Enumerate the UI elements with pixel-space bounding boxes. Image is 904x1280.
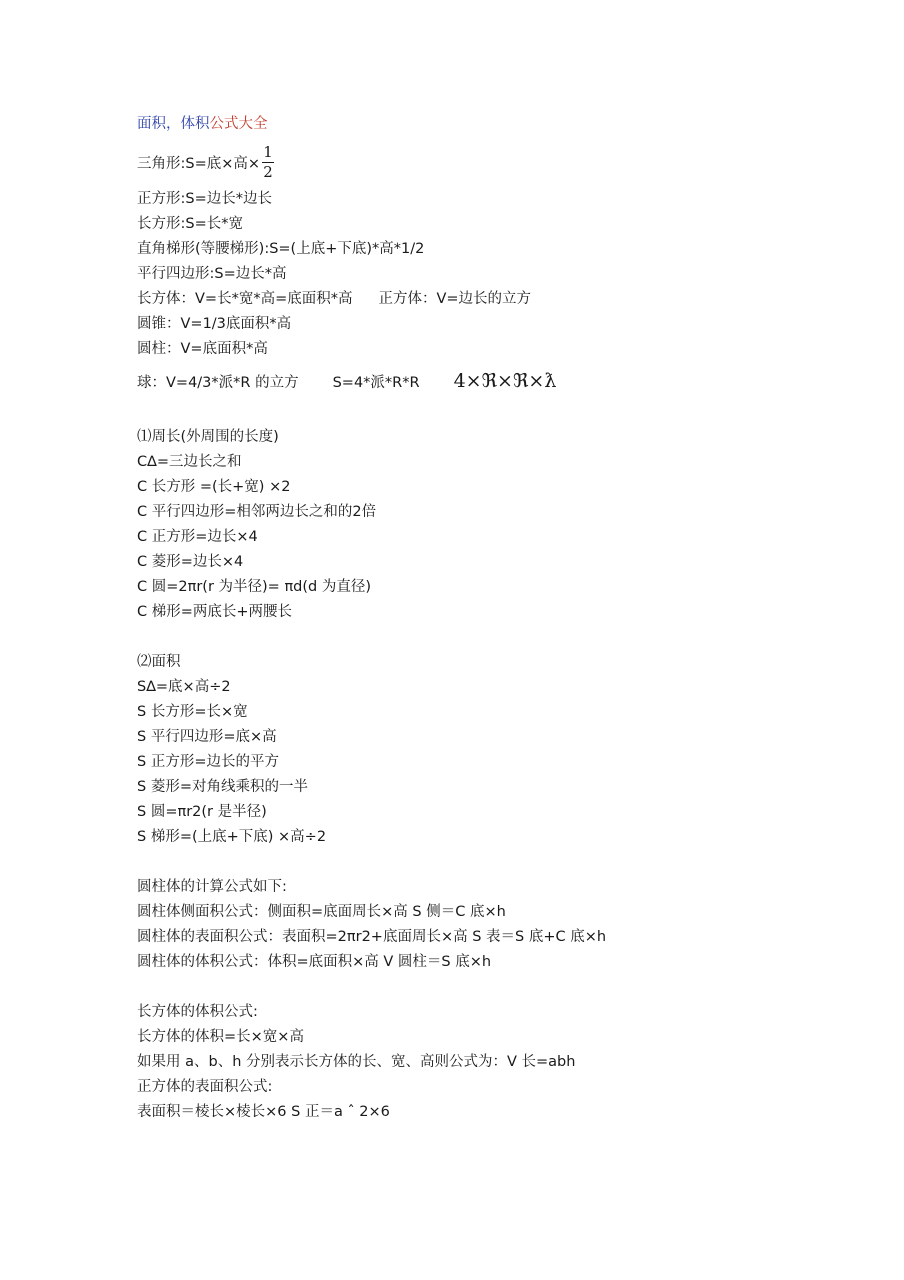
document-body bbox=[137, 112, 837, 1125]
cuboid-section-item: 长方体的体积=长×宽×高 bbox=[137, 1029, 304, 1045]
area-item: S 长方形=长×宽 bbox=[137, 704, 248, 720]
area-item: S 菱形=对角线乘积的一半 bbox=[137, 779, 308, 795]
fraction-one-half bbox=[262, 144, 274, 181]
fraction-numerator: 1 bbox=[263, 142, 273, 161]
perimeter-item: C 平行四边形=相邻两边长之和的2倍 bbox=[137, 504, 377, 520]
cuboid-cube-formula bbox=[137, 287, 837, 312]
cube-volume-formula: 正方体：V=边长的立方 bbox=[378, 291, 532, 307]
fraction-denominator: 2 bbox=[263, 162, 273, 181]
cone-formula: 圆锥：V=1/3底面积*高 bbox=[137, 316, 292, 332]
parallelogram-formula: 平行四边形:S=边长*高 bbox=[137, 266, 287, 282]
area-item: S 圆=πr2(r 是半径) bbox=[137, 804, 267, 820]
rectangle-formula: 长方形:S=长*宽 bbox=[137, 216, 243, 232]
triangle-formula-text: 三角形:S=底×高× bbox=[137, 155, 261, 172]
cuboid-section-item: 表面积＝棱长×棱长×6 S 正＝a ˆ 2×6 bbox=[137, 1104, 390, 1120]
title-red-part: 公式大全 bbox=[209, 116, 268, 132]
area-item: S 正方形=边长的平方 bbox=[137, 754, 279, 770]
cuboid-section-heading: 长方体的体积公式: bbox=[137, 1004, 258, 1020]
sphere-surface-formula: S=4*派*R*R bbox=[332, 374, 420, 391]
cylinder-section-item: 圆柱体侧面积公式：侧面积=底面周长×高 S 侧＝C 底×h bbox=[137, 904, 506, 920]
cuboid-volume-formula: 长方体：V=长*宽*高=底面积*高 bbox=[137, 291, 353, 307]
cylinder-section-heading: 圆柱体的计算公式如下: bbox=[137, 879, 287, 895]
trapezoid-formula: 直角梯形(等腰梯形):S=(上底+下底)*高*1/2 bbox=[137, 241, 425, 257]
perimeter-item: C 长方形 =(长+宽) ×2 bbox=[137, 479, 291, 495]
sphere-volume-formula: 球：V=4/3*派*R 的立方 bbox=[137, 374, 299, 391]
perimeter-item: C 梯形=两底长+两腰长 bbox=[137, 604, 293, 620]
cylinder-section-item: 圆柱体的表面积公式：表面积=2πr2+底面周长×高 S 表＝S 底+C 底×h bbox=[137, 929, 607, 945]
area-item: S∆=底×高÷2 bbox=[137, 679, 231, 695]
cuboid-section-item: 如果用 a、b、h 分别表示长方体的长、宽、高则公式为：V 长=abh bbox=[137, 1054, 576, 1070]
cuboid-section-item: 正方体的表面积公式: bbox=[137, 1079, 273, 1095]
square-formula: 正方形:S=边长*边长 bbox=[137, 191, 272, 207]
perimeter-item: C 圆=2πr(r 为半径)= πd(d 为直径) bbox=[137, 579, 372, 595]
perimeter-item: C∆=三边长之和 bbox=[137, 454, 242, 470]
area-heading: ⑵面积 bbox=[137, 654, 181, 670]
document-title bbox=[137, 112, 837, 137]
sphere-symbolic-formula: 4×ℜ×ℜ×ƛ bbox=[453, 370, 557, 392]
perimeter-heading: ⑴周长(外周围的长度) bbox=[137, 429, 279, 445]
triangle-formula bbox=[137, 137, 837, 187]
area-item: S 平行四边形=底×高 bbox=[137, 729, 277, 745]
sphere-formula bbox=[137, 362, 837, 400]
perimeter-item: C 菱形=边长×4 bbox=[137, 554, 244, 570]
cylinder-section-item: 圆柱体的体积公式：体积=底面积×高 V 圆柱＝S 底×h bbox=[137, 954, 492, 970]
cylinder-formula: 圆柱：V=底面积*高 bbox=[137, 341, 268, 357]
perimeter-item: C 正方形=边长×4 bbox=[137, 529, 258, 545]
area-item: S 梯形=(上底+下底) ×高÷2 bbox=[137, 829, 327, 845]
title-blue-part: 面积，体积 bbox=[137, 116, 210, 132]
